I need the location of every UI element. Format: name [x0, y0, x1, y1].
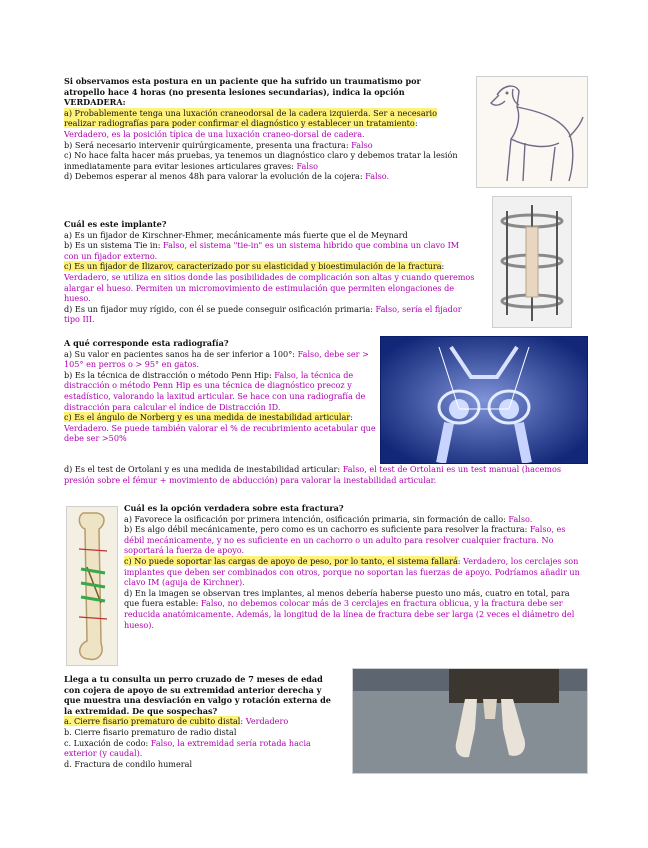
q4-option-d: d) En la imagen se observan tres implantes, al menos debería haberse puesto uno más, cuatro en total, para que fuera estable: Falso, no debemos colocar más de 3 cerclajes en fractura oblicua, y la fractura debe ser reducida anatómicamente. Además, la longitud de la línea de fractura debe ser larga (2 veces el diámetro del hueso). — [124, 587, 575, 630]
dog-legs-icon — [353, 669, 587, 773]
q3-question: A qué corresponde esta radiografía? — [64, 338, 229, 348]
q4-option-a: a) Favorece la osificación por primera intención, osificación primaria, sin formación de callo: Falso. — [124, 513, 533, 524]
q2-option-c: c) Es un fijador de Ilizarov, caracterizado por su elasticidad y bioestimulación de la fractura: Verdadero, se utiliza en sitios donde las posibilidades de complicación son altas y cuando queremos alargar el hueso. Permiten un micromovimiento de estimulación que permiten elongaciones de hueso. — [64, 261, 475, 304]
q2-option-a: a) Es un fijador de Kirschner-Ehmer, mecánicamente más fuerte que el de Meynard — [64, 229, 408, 240]
q1-option-d: d) Debemos esperar al menos 48h para valorar la evolución de la cojera: Falso. — [64, 171, 390, 182]
q2-option-d: d) Es un fijador muy rígido, con él se puede conseguir osificación primaria: Falso, sería el fijador tipo III. — [64, 303, 462, 325]
q4-option-b: b) Es algo débil mecánicamente, pero como es un cachorro es suficiente para resolver la fractura: Falso, es débil mecánicamente, y no es suficiente en un cachorro o un adulto para resolver cualquier fractura. No soportará la fuerza de apoyo. — [124, 524, 566, 556]
q1-option-a: a) Probablemente tenga una luxación craneodorsal de la cadera izquierda. Ser a necesario realizar radiografías para poder confirmar el diagnóstico y establecer un tratamiento: Verdadero, es la posición típica de una luxación craneo-dorsal de cadera. — [64, 107, 437, 139]
dog-posture-drawing — [476, 76, 588, 188]
q4-option-c: c) No puede soportar las cargas de apoyo de peso, por lo tanto, el sistema fallará: Verdadero, los cerclajes son implantes que deben ser combinados con otros, porque no soportan las fuerzas de apoyo. Podríamos añadir un clavo IM (aguja de Kirchner). — [124, 555, 580, 588]
q5-option-b: b. Cierre fisario prematuro de radio distal — [64, 726, 237, 737]
external-fixator-icon — [493, 197, 571, 327]
norberg-angle-xray-icon — [381, 337, 587, 463]
q3-option-b: b) Es la técnica de distracción o método Penn Hip: Falso, la técnica de distracción o método Penn Hip es una técnica de diagnóstico precoz y estadístico, valorando la laxitud articular. Se hace con una radiografía de distracción para calcular el índice de Distracción ID. — [64, 369, 366, 412]
q1-option-b: b) Será necesario intervenir quirúrgicamente, presenta una fractura: Falso — [64, 139, 373, 150]
dog-forelimbs-photo — [352, 668, 588, 774]
q3-option-d: d) Es el test de Ortolani y es una medida de inestabilidad articular: Falso, el test de Ortolani es un test manual (hacemos presión sobre el fémur + movimiento de abducción) para valorar la inestabilidad articular. — [64, 464, 561, 485]
q5-question: Llega a tu consulta un perro cruzado de 7 meses de edad con cojera de apoyo de su extremidad anterior derecha y que muestra una desviación en valgo y rotación externa de la extremidad. De que sospechas? — [64, 674, 331, 716]
q5-option-c: c. Luxación de codo: Falso, la extremidad sería rotada hacia exterior (y caudal). — [64, 737, 311, 759]
q5-option-a: a. Cierre fisario prematuro de cubito distal: Verdadero — [64, 716, 289, 727]
q2-option-b: b) Es un sistema Tie in: Falso, el sistema "tie-in" es un sistema hibrido que combina un clavo IM con un fijador externo. — [64, 240, 460, 261]
ilizarov-fixator-photo — [492, 196, 572, 328]
q3-block — [64, 338, 376, 444]
q4-question: Cuál es la opción verdadera sobre esta fractura? — [124, 503, 344, 513]
q2-block — [64, 219, 476, 325]
q5-option-d: d. Fractura de condilo humeral — [64, 758, 193, 769]
q3-option-a: a) Su valor en pacientes sanos ha de ser inferior a 100°: Falso, debe ser > 105° en perros o > 95° en gatos. — [64, 348, 369, 370]
q1-block — [64, 76, 462, 182]
femur-cerclage-icon — [67, 507, 117, 665]
q4-block — [124, 503, 586, 630]
bone-fracture-drawing — [66, 506, 118, 666]
q1-option-c: c) No hace falta hacer más pruebas, ya tenemos un diagnóstico claro y debemos tratar la lesión inmediatamente para evitar lesiones articulares graves: Falso — [64, 150, 458, 171]
q1-question: Si observamos esta postura en un paciente que ha sufrido un traumatismo por atropello hace 4 horas (no presenta lesiones secundarias), indica la opción VERDADERA: — [64, 76, 421, 108]
hip-radiograph — [380, 336, 588, 464]
q5-block — [64, 674, 340, 769]
q3-option-c: c) Es el ángulo de Norberg y es una medida de inestabilidad articular: Verdadero. Se puede también valorar el % de recubrimiento acetabular que debe ser >50% — [64, 412, 376, 444]
dog-posture-icon — [477, 77, 587, 187]
q2-question: Cuál es este implante? — [64, 219, 167, 229]
